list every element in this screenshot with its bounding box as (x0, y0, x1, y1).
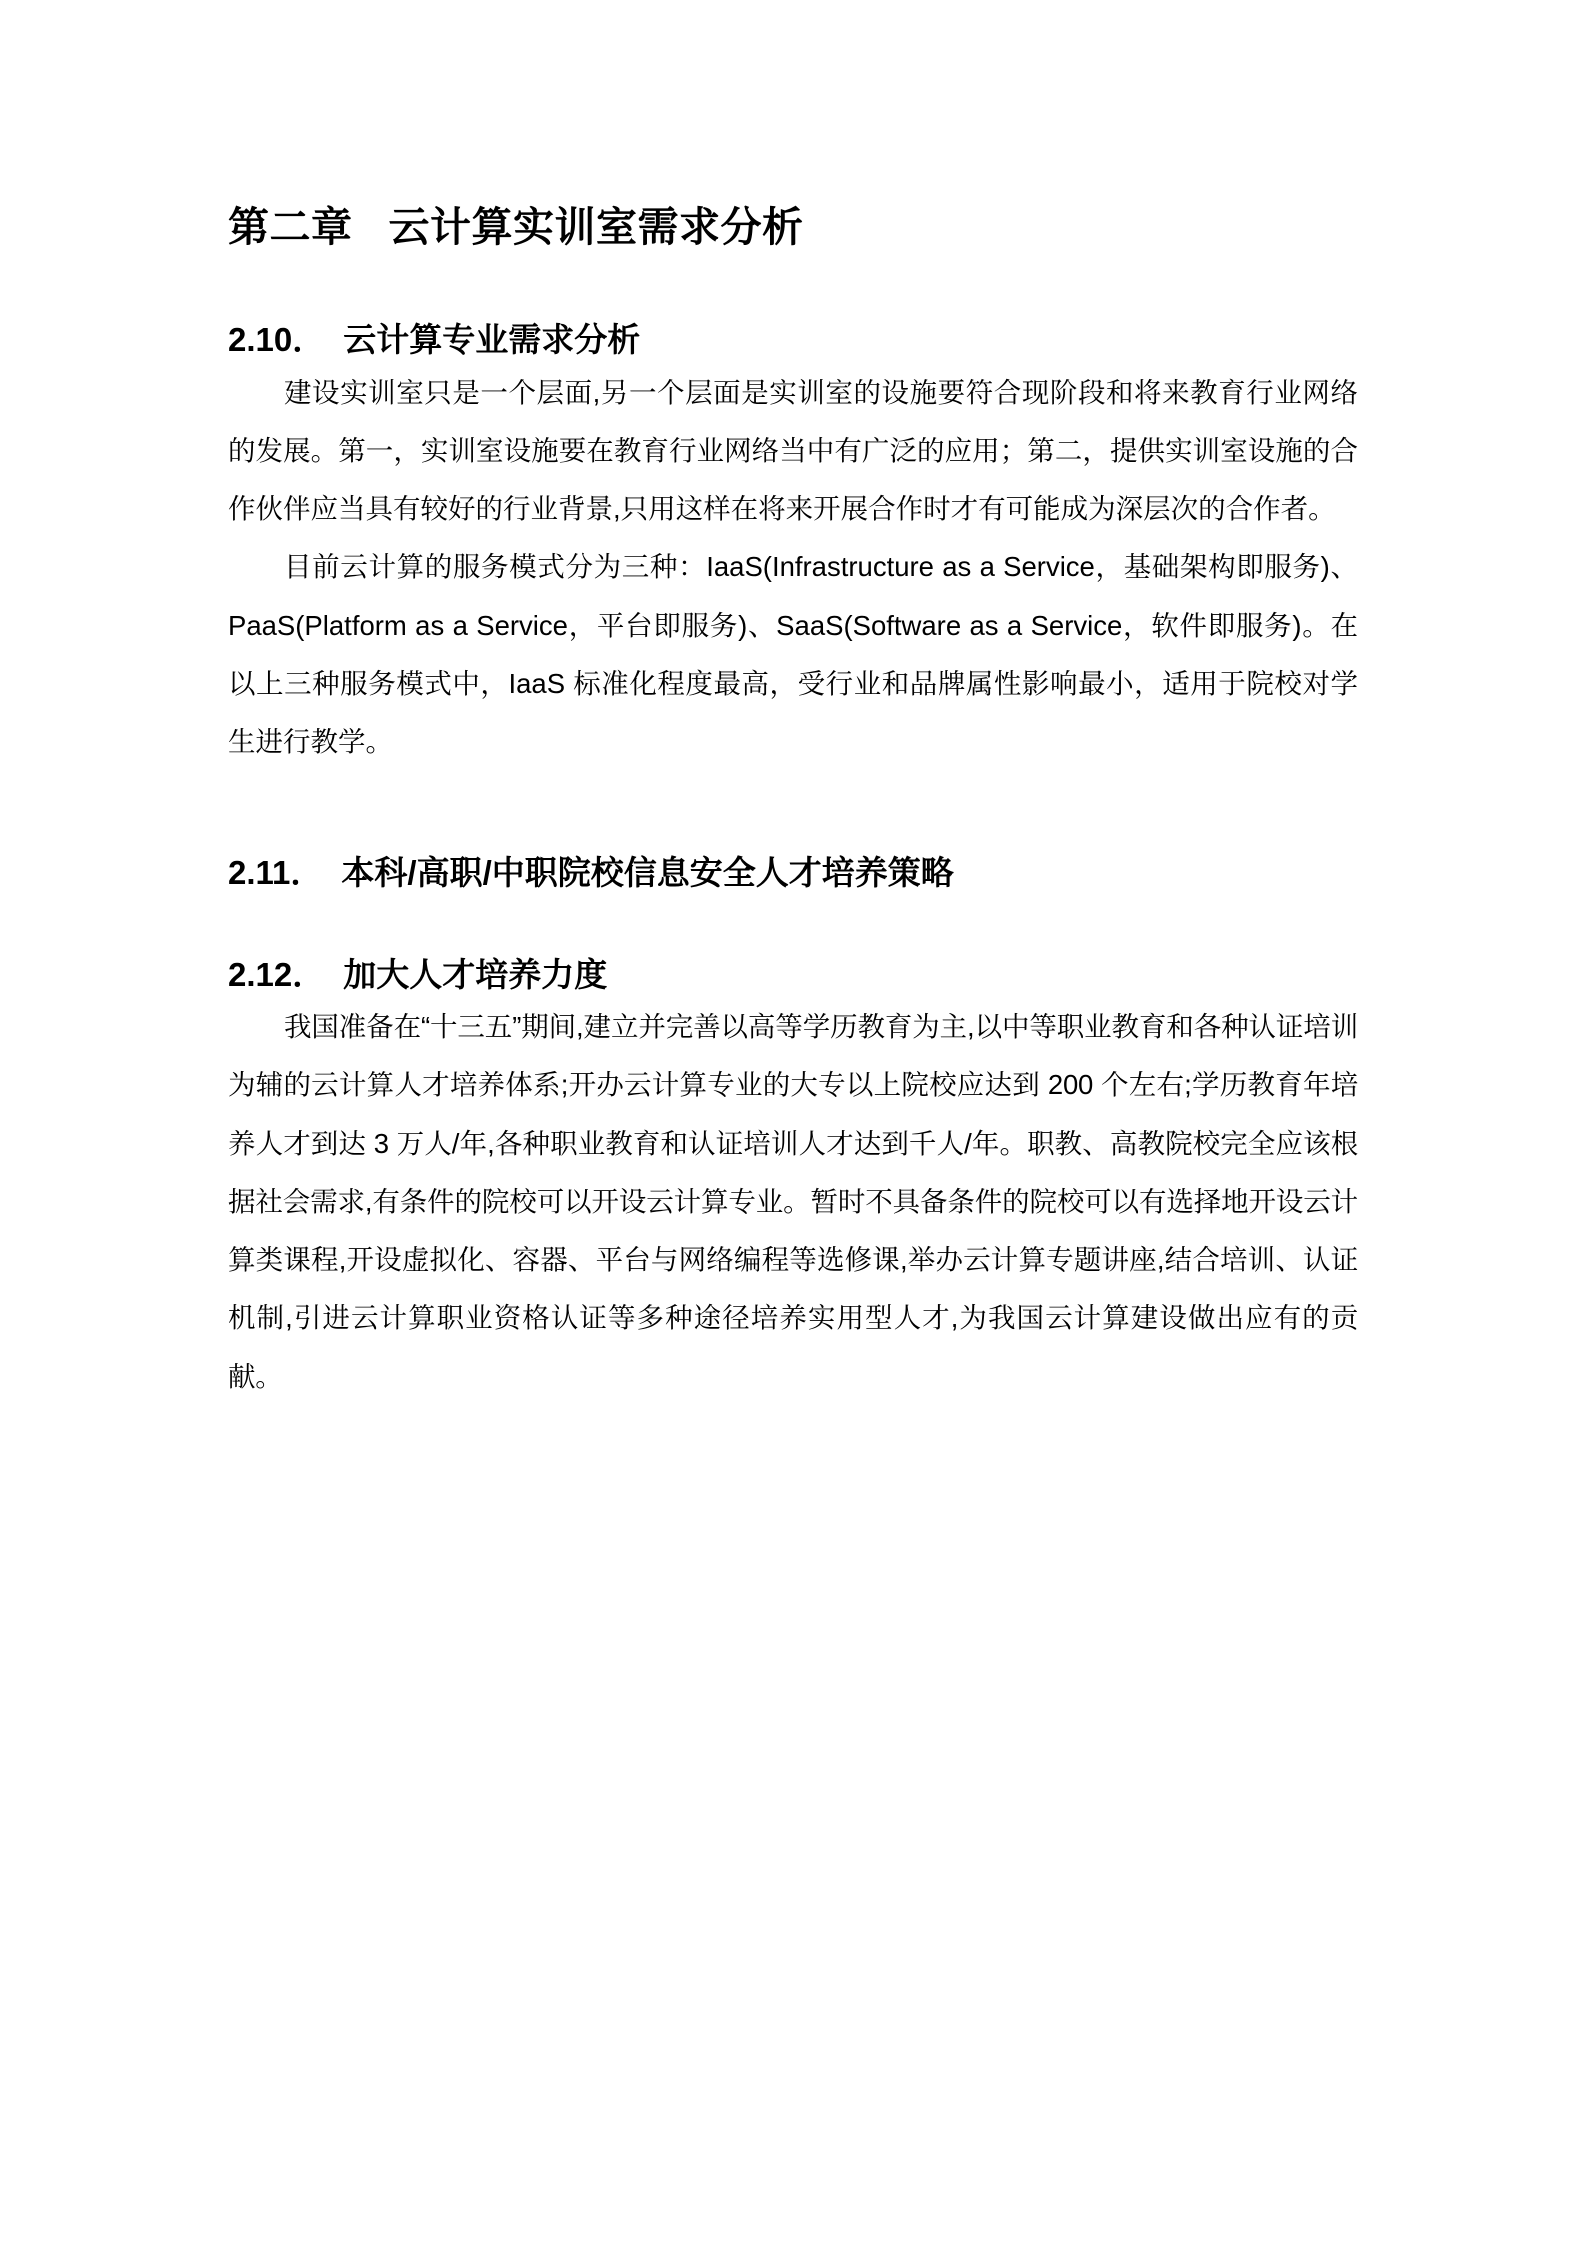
section-number-2-11: 2.11． (228, 853, 324, 891)
section-heading-2-12 (228, 952, 1358, 998)
section-title-2-11: 本科/高职/中职院校信息安全人才培养策略 (341, 853, 954, 891)
section-title-2-12: 加大人才培养力度 (343, 955, 608, 993)
chapter-title-main: 云计算实训室需求分析 (388, 204, 804, 250)
section-title-2-10: 云计算专业需求分析 (343, 321, 641, 359)
chapter-title (228, 0, 1358, 255)
paragraph-2-12-1: 我国准备在“十三五”期间,建立并完善以高等学历教育为主,以中等职业教育和各种认证培训为辅的云计算人才培养体系;开办云计算专业的大专以上院校应达到 200 个左右;学历教育年培养人才到达 3 万人/年,各种职业教育和认证培训人才达到千人/年。职教、高教院校完全应该根据社会需求,有条件的院校可以开设云计算专业。暂时不具备条件的院校可以有选择地开设云计算类课程,开设虚拟化、容器、平台与网络编程等选修课,举办云计算专题讲座,结合培训、认证机制,引进云计算职业资格认证等多种途径培养实用型人才,为我国云计算建设做出应有的贡献。 (228, 1010, 1358, 1392)
paragraph-2-10-1: 建设实训室只是一个层面,另一个层面是实训室的设施要符合现阶段和将来教育行业网络的发展。第一，实训室设施要在教育行业网络当中有广泛的应用；第二，提供实训室设施的合作伙伴应当具有较好的行业背景,只用这样在将来开展合作时才有可能成为深层次的合作者。 (228, 376, 1358, 525)
section-heading-2-10 (228, 317, 1358, 363)
page-content (228, 0, 1358, 1406)
chapter-title-prefix: 第二章 (228, 204, 353, 250)
section-number-2-12: 2.12． (228, 955, 326, 993)
section-number-2-10: 2.10． (228, 321, 326, 359)
section-heading-2-11 (228, 850, 1358, 896)
paragraph-2-10-2: 目前云计算的服务模式分为三种：IaaS(Infrastructure as a Service，基础架构即服务)、PaaS(Platform as a Service，平台即服务)、SaaS(Software as a Service，软件即服务)。在以上三种服务模式中，IaaS 标准化程度最高，受行业和品牌属性影响最小，适用于院校对学生进行教学。 (228, 551, 1358, 758)
